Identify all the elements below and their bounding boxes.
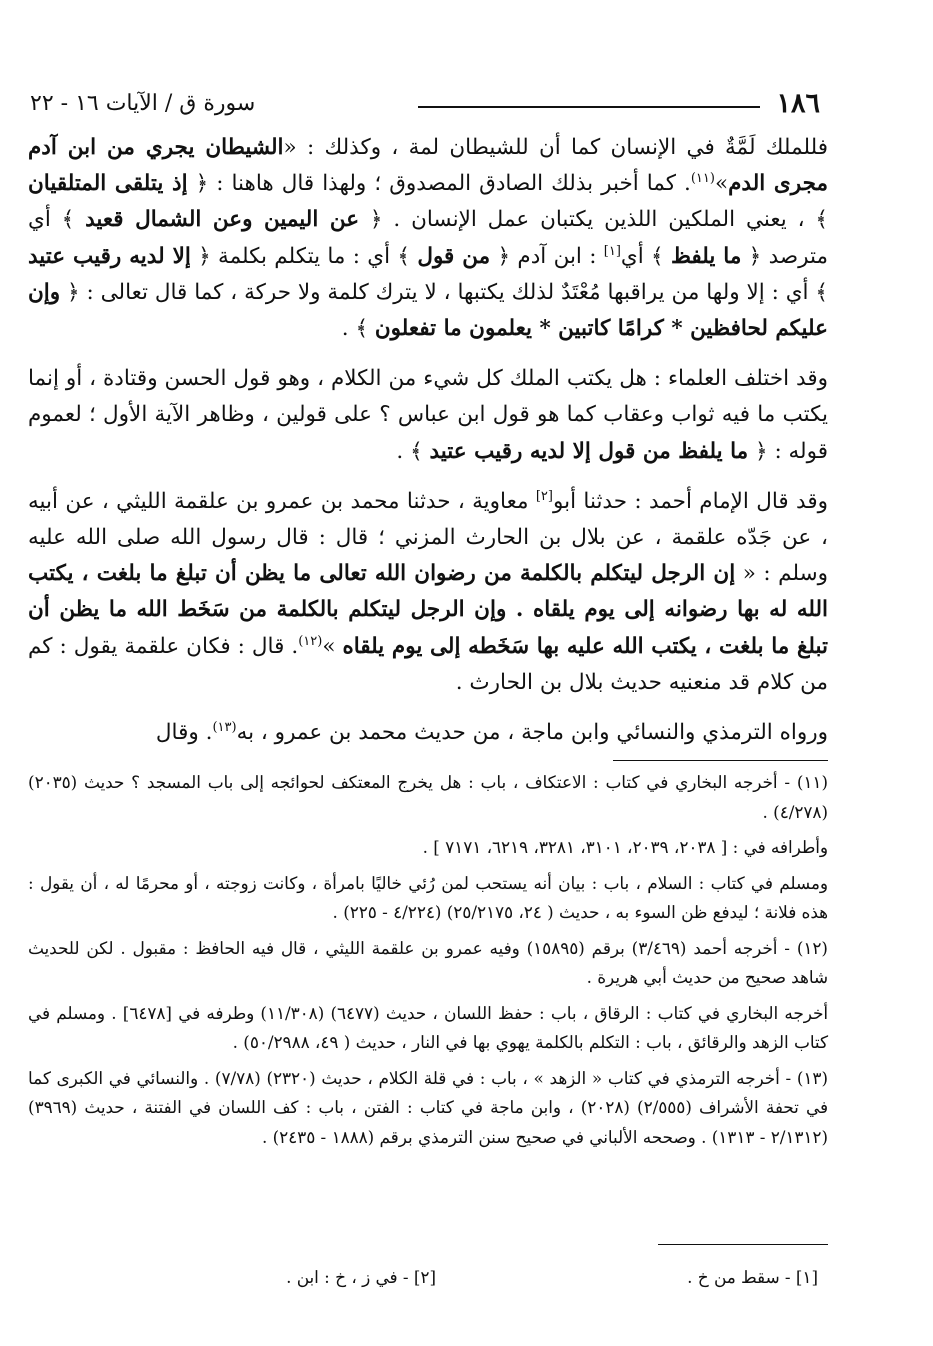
main-text <box>28 130 828 765</box>
text-run: . وقال <box>155 720 213 746</box>
footnote-11-muslim: ومسلم في كتاب : السلام ، باب : بيان أنه يستحب لمن رُئي خاليًا بامرأة ، وكانت زوجته ، أو محرمًا له ، أن يقول : هذه فلانة ؛ ليدفع ظن السوء به ، حديث ( ٢٤، ٢٥/٢١٧٥) (٤/٢٢٤ - ٢٢٥) . <box>28 872 828 922</box>
quran-verse: ما يلفظ <box>670 243 742 269</box>
book-page <box>28 0 828 1346</box>
text-run: . كما أخبر بذلك الصادق المصدوق ؛ ولهذا قال هاهنا : ﴿ <box>187 171 691 197</box>
text-run: ﴾ . <box>396 438 430 464</box>
text-run: ﴾ أي <box>620 243 671 269</box>
text-run: : ابن آدم ﴿ <box>490 243 604 269</box>
text-run: وقد اختلف العلماء : هل يكتب الملك كل شيء من الكلام ، وهو قول الحسن وقتادة ، أو إنما يكتب ما فيه ثواب وعقاب كما هو قول ابن عباس ؟ على قولين ، وظاهر الآية الأول ؛ لعموم قوله : ﴿ <box>28 366 828 464</box>
header-rule <box>418 106 760 108</box>
surah-title: سورة ق / الآيات ١٦ - ٢٢ <box>30 91 256 116</box>
quran-verse: إذ يتلقى المتلقيان <box>28 171 188 197</box>
text-run: فللملك لَمَّةٌ في الإنسان كما أن للشيطان لمة ، وكذلك : « <box>283 135 828 160</box>
page-header <box>28 86 828 122</box>
paragraph-3 <box>28 484 828 701</box>
manuscript-variants <box>28 1262 828 1292</box>
footnote-11: (١١) - أخرجه البخاري في كتاب : الاعتكاف ، باب : هل يخرج المعتكف لحوائجه إلى باب المسجد ؟ حديث (٢٠٣٥) (٤/٢٧٨) . <box>28 772 828 822</box>
text-run: » <box>714 171 729 197</box>
footnote-ref-12: (١٢) <box>298 633 323 649</box>
footnote-ref-11: (١١) <box>690 171 715 187</box>
footnote-13: (١٣) - أخرجه الترمذي في كتاب « الزهد » ، باب : في قلة الكلام ، حديث (٢٣٢٠) (٧/٧٨) . والنسائي في الكبرى كما في تحفة الأشراف (٢/٥٥٥) (٢٠٢٨) ، وابن ماجة في كتاب : الفتن ، باب : كف اللسان في الفتنة ، حديث (٣٩٦٩) (٢/١٣١٢ - ١٣١٣) . وصححه الألباني في صحيح سنن الترمذي برقم (١٨٨٨ - ٢٤٣٥) . <box>28 1067 828 1147</box>
hadith-text: الشيطان يجري من ابن آدم مجرى الدم <box>28 135 828 197</box>
footnotes <box>28 768 828 1158</box>
footnote-rule <box>613 760 828 761</box>
paragraph-2 <box>28 361 828 470</box>
quran-verse: وإن عليكم لحافظين * كرامًا كاتبين * يعلمون ما تفعلون <box>28 279 828 342</box>
page-number: ١٨٦ <box>776 88 820 119</box>
footnote-12: (١٢) - أخرجه أحمد (٣/٤٦٩) برقم (١٥٨٩٥) وفيه عمرو بن علقمة الليثي ، قال فيه الحافظ : مقبول . لكن للحديث شاهد صحيح من حديث أبي هريرة . <box>28 937 828 987</box>
footnote-12-bukhari: أخرجه البخاري في كتاب : الرقاق ، باب : حفظ اللسان ، حديث (٦٤٧٧) (١١/٣٠٨) وطرفه في [٦٤٧٨] . ومسلم في كتاب الزهد والرقائق ، باب : التكلم بالكلمة يهوي بها في النار ، حديث ( ٤٩، ٥٠/٢٩٨٨) . <box>28 1002 828 1052</box>
variant-ref-1: [١] <box>603 243 621 259</box>
variant-note-2: [٢] - في ز ، خ : ابن . <box>286 1267 436 1287</box>
hadith-text: إن الرجل ليتكلم بالكلمة من رضوان الله تعالى ما يظن أن تبلغ ما بلغت ، يكتب الله له بها رضوانه إلى يوم يلقاه . وإن الرجل ليتكلم بالكلمة من سَخَط الله ما يظن أن تبلغ ما بلغت ، يكتب الله عليه بها سَخَطه إلى يوم يلقاه <box>28 561 828 659</box>
text-run: . قال : فكان علقمة يقول : كم من كلام قد منعنيه حديث بلال بن الحارث . <box>28 633 828 695</box>
text-run: ﴾ ، يعني الملكين اللذين يكتبان عمل الإنسان . ﴿ <box>359 207 828 233</box>
footnote-ref-13: (١٣) <box>212 719 237 735</box>
text-run: معاوية ، حدثنا محمد بن عمرو بن علقمة الليثي ، عن أبيه ، عن جَدّه علقمة ، عن بلال بن الحارث المزني ؛ قال : قال رسول الله صلى الله عليه وسلم : « <box>28 488 828 587</box>
quran-verse: ما يلفظ من قول إلا لديه رقيب عتيد <box>429 438 749 464</box>
text-run: ﴾ أي مترصد ﴿ <box>28 207 828 269</box>
variants-rule <box>658 1244 828 1245</box>
quran-verse: من قول <box>417 243 491 269</box>
paragraph-1 <box>28 130 828 347</box>
variant-note-1: [١] - سقط من خ . <box>687 1267 818 1287</box>
text-run: ﴾ أي : إلا ولها من يراقبها مُعْتَدٌ لذلك يكتبها ، لا يترك كلمة ولا حركة ، كما قال تعالى : ﴿ <box>60 279 828 305</box>
variant-ref-2: [٢] <box>535 488 553 504</box>
text-run: ﴾ . <box>341 316 375 342</box>
quran-verse: إلا لديه رقيب عتيد <box>28 243 191 269</box>
paragraph-4 <box>28 715 828 751</box>
text-run: وقد قال الإمام أحمد : حدثنا أبو <box>552 488 828 514</box>
text-run: ورواه الترمذي والنسائي وابن ماجة ، من حديث محمد بن عمرو ، به <box>236 720 828 746</box>
footnote-11-related: وأطرافه في : [ ٢٠٣٨، ٢٠٣٩، ٣١٠١، ٣٢٨١، ٦٢١٩، ٧١٧١ ] . <box>422 837 828 857</box>
quran-verse: عن اليمين وعن الشمال قعيد <box>85 207 360 233</box>
text-run: ﴾ أي : ما يتكلم بكلمة ﴿ <box>190 243 418 269</box>
text-run: » <box>322 633 343 659</box>
